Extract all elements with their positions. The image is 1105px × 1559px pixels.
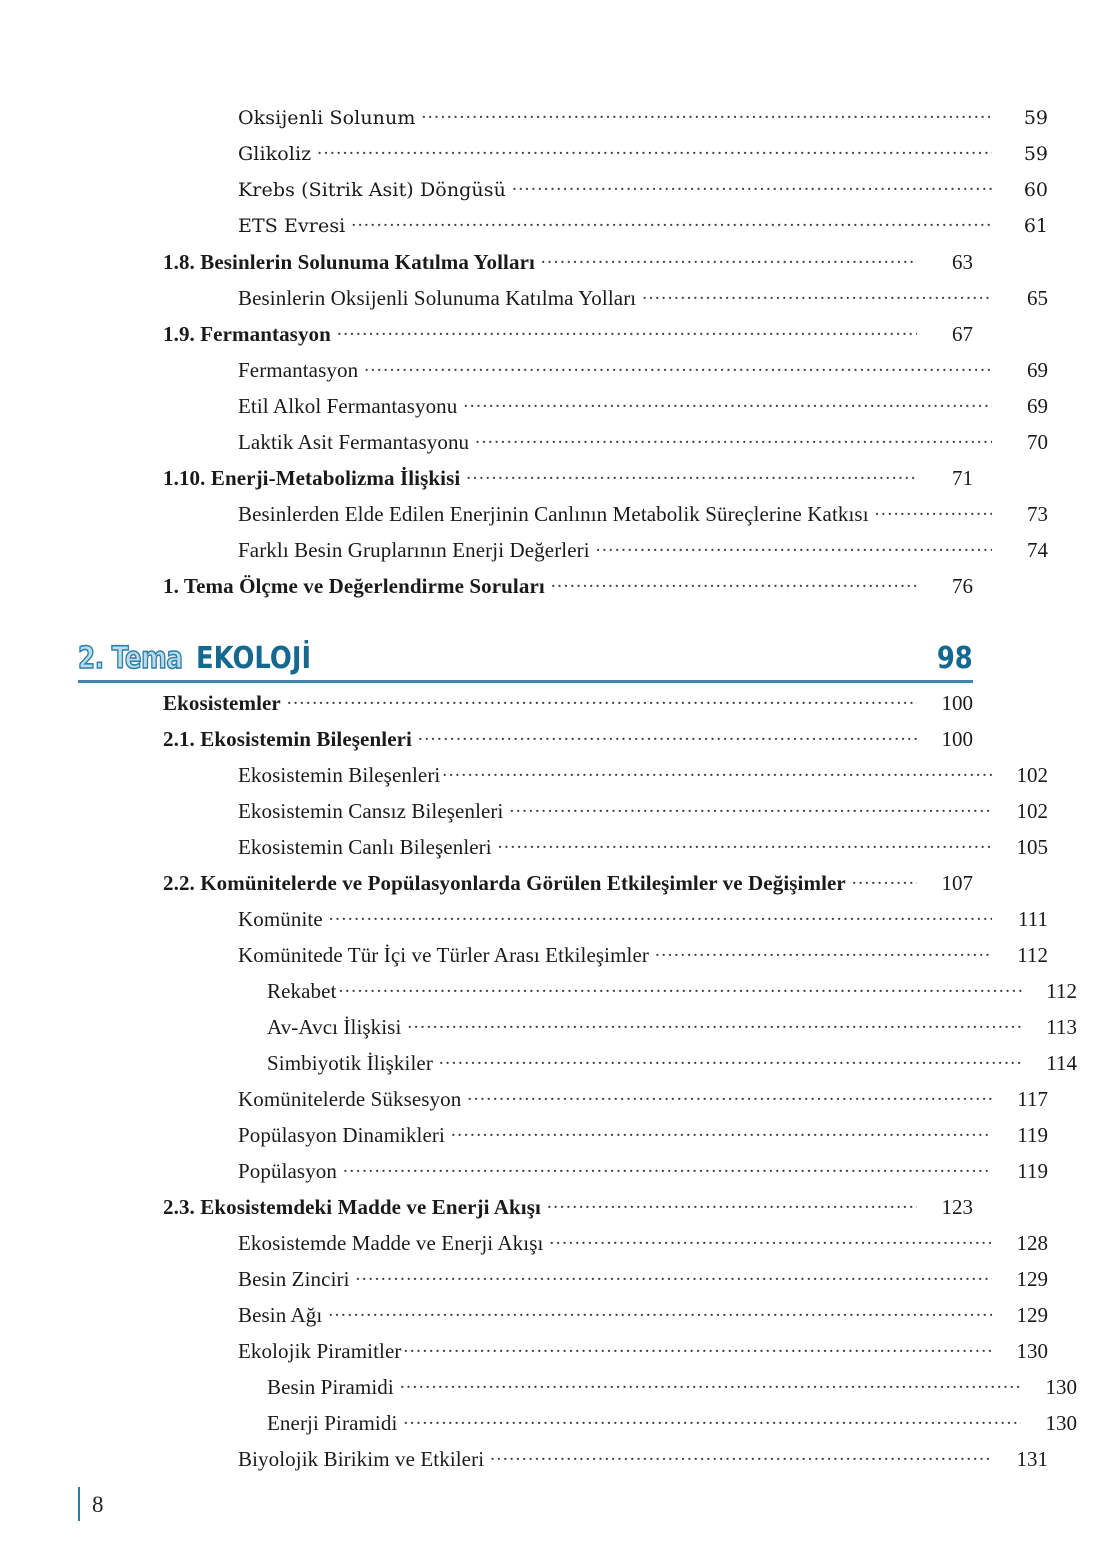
toc-entry[interactable] <box>163 288 1048 324</box>
toc-entry[interactable] <box>163 396 1048 432</box>
toc-leader-dots <box>852 874 917 890</box>
toc-leader-dots <box>329 910 992 926</box>
toc-list-section-1 <box>0 108 1105 612</box>
toc-leader-dots <box>547 1198 917 1214</box>
theme-title <box>78 641 329 676</box>
toc-entry-page-number: 130 <box>1045 1375 1077 1399</box>
toc-entry-page-number: 130 <box>1045 1411 1077 1435</box>
toc-entry[interactable] <box>163 1233 1048 1269</box>
toc-entry-page-number: 130 <box>1016 1339 1048 1363</box>
toc-leader-dots <box>418 730 917 746</box>
toc-entry-label: Oksijenli Solunum <box>238 107 416 129</box>
toc-leader-dots <box>400 1378 1021 1394</box>
toc-entry-label: Biyolojik Birikim ve Etkileri <box>238 1447 485 1471</box>
toc-entry[interactable] <box>163 324 973 360</box>
footer-accent-bar <box>78 1487 80 1521</box>
toc-entry-page-number: 131 <box>1016 1447 1048 1471</box>
toc-entry-label: 2.2. Komünitelerde ve Popülasyonlarda Görülen Etkileşimler ve Değişimler <box>163 871 846 895</box>
toc-entry-page-number: 112 <box>1046 979 1077 1003</box>
toc-entry-page-number: 102 <box>1016 799 1048 823</box>
toc-leader-dots <box>509 802 992 818</box>
toc-entry-label: Popülasyon Dinamikleri <box>238 1123 445 1147</box>
toc-leader-dots <box>351 216 992 232</box>
toc-leader-dots <box>467 1090 992 1106</box>
toc-entry-page-number: 100 <box>941 727 973 751</box>
theme-header-ekoloji <box>78 632 973 692</box>
toc-entry-label: 2.1. Ekosistemin Bileşenleri <box>163 727 412 751</box>
toc-entry[interactable] <box>163 729 973 765</box>
toc-entry[interactable] <box>163 1125 1048 1161</box>
theme-kicker: 2. Tema <box>78 641 183 676</box>
toc-entry-page-number: 111 <box>1018 907 1048 931</box>
toc-entry-label: Glikoliz <box>238 143 312 165</box>
toc-entry[interactable] <box>163 108 1048 144</box>
page-footer <box>78 1487 104 1521</box>
toc-entry-label: Komünitede Tür İçi ve Türler Arası Etkileşimler <box>238 943 649 967</box>
toc-leader-dots <box>339 982 1023 998</box>
toc-leader-dots <box>541 253 917 269</box>
toc-entry[interactable] <box>163 576 973 612</box>
toc-entry-label: Komünitelerde Süksesyon <box>238 1087 462 1111</box>
toc-entry-label: Besin Ağı <box>238 1303 323 1327</box>
toc-leader-dots <box>490 1450 992 1466</box>
toc-entry-page-number: 76 <box>952 574 973 598</box>
toc-entry-page-number: 117 <box>1017 1087 1048 1111</box>
toc-entry-page-number: 112 <box>1017 943 1048 967</box>
toc-entry-page-number: 59 <box>1023 143 1048 165</box>
theme-divider <box>78 680 973 683</box>
toc-leader-dots <box>642 289 992 305</box>
toc-entry-label: Farklı Besin Gruplarının Enerji Değerleri <box>238 538 590 562</box>
toc-entry-label: Besinlerden Elde Edilen Enerjinin Canlının Metabolik Süreçlerine Katkısı <box>238 502 869 526</box>
toc-leader-dots <box>498 838 992 854</box>
toc-entry-label: Besin Zinciri <box>238 1267 350 1291</box>
toc-leader-dots <box>364 361 992 377</box>
toc-entry[interactable] <box>163 1089 1048 1125</box>
toc-entry-label: Av-Avcı İlişkisi <box>267 1015 402 1039</box>
toc-leader-dots <box>421 108 992 124</box>
toc-leader-dots <box>549 1234 992 1250</box>
toc-entry[interactable] <box>163 837 1048 873</box>
toc-entry-page-number: 119 <box>1017 1123 1048 1147</box>
toc-leader-dots <box>596 541 992 557</box>
toc-leader-dots <box>475 433 992 449</box>
toc-entry[interactable] <box>163 540 1048 576</box>
theme-start-page: 98 <box>937 641 973 676</box>
toc-entry[interactable] <box>163 468 973 504</box>
toc-entry-label: Ekosistemler <box>163 691 281 715</box>
toc-entry-label: Ekosistemin Cansız Bileşenleri <box>238 799 504 823</box>
toc-leader-dots <box>328 1306 992 1322</box>
toc-entry-page-number: 74 <box>1027 538 1048 562</box>
toc-entry-label: Besinlerin Oksijenli Solunuma Katılma Yolları <box>238 286 637 310</box>
toc-entry-page-number: 114 <box>1046 1051 1077 1075</box>
toc-entry-label: Fermantasyon <box>238 358 359 382</box>
toc-entry[interactable] <box>163 693 973 729</box>
toc-entry[interactable] <box>163 1377 1077 1413</box>
toc-leader-dots <box>451 1126 992 1142</box>
toc-entry-page-number: 105 <box>1016 835 1048 859</box>
toc-entry-page-number: 113 <box>1046 1015 1077 1039</box>
toc-entry-label: 1.10. Enerji-Metabolizma İlişkisi <box>163 466 461 490</box>
toc-entry-label: Ekosistemin Bileşenleri <box>238 763 441 787</box>
toc-entry-label: Simbiyotik İlişkiler <box>267 1051 433 1075</box>
toc-entry-label: Besin Piramidi <box>267 1375 394 1399</box>
toc-leader-dots <box>403 1342 994 1358</box>
toc-entry[interactable] <box>163 801 1048 837</box>
toc-entry[interactable] <box>163 1305 1048 1341</box>
toc-leader-dots <box>337 325 917 341</box>
toc-leader-dots <box>466 469 917 485</box>
toc-leader-dots <box>512 180 992 196</box>
toc-entry-label: Ekolojik Piramitler <box>238 1339 402 1363</box>
section-1-continued <box>0 108 1105 612</box>
toc-leader-dots <box>655 946 992 962</box>
toc-list-section-2 <box>0 693 1105 1485</box>
toc-entry-page-number: 69 <box>1027 358 1048 382</box>
toc-entry-page-number: 70 <box>1027 430 1048 454</box>
toc-entry-page-number: 128 <box>1016 1231 1048 1255</box>
toc-entry-page-number: 107 <box>941 871 973 895</box>
toc-entry[interactable] <box>163 1341 1048 1377</box>
section-2-ekoloji <box>0 693 1105 1485</box>
toc-entry-page-number: 61 <box>1023 215 1048 237</box>
toc-leader-dots <box>463 397 992 413</box>
toc-entry-label: Enerji Piramidi <box>267 1411 398 1435</box>
toc-entry[interactable] <box>163 873 973 909</box>
toc-entry-page-number: 102 <box>1016 763 1048 787</box>
toc-leader-dots <box>875 505 992 521</box>
toc-entry-label: ETS Evresi <box>238 215 346 237</box>
toc-entry-page-number: 129 <box>1016 1303 1048 1327</box>
toc-leader-dots <box>287 694 917 710</box>
toc-entry-page-number: 69 <box>1027 394 1048 418</box>
toc-entry[interactable] <box>163 1449 1048 1485</box>
toc-entry-label: Popülasyon <box>238 1159 338 1183</box>
toc-entry[interactable] <box>163 1017 1077 1053</box>
toc-leader-dots <box>403 1414 1021 1430</box>
toc-entry-page-number: 65 <box>1027 286 1048 310</box>
toc-entry[interactable] <box>163 180 1048 216</box>
toc-entry-page-number: 60 <box>1023 179 1048 201</box>
toc-entry[interactable] <box>163 1197 973 1233</box>
theme-name: EKOLOJİ <box>195 641 311 676</box>
toc-entry-page-number: 100 <box>941 691 973 715</box>
toc-leader-dots <box>439 1054 1021 1070</box>
toc-entry-page-number: 123 <box>941 1195 973 1219</box>
toc-entry-label: Rekabet <box>267 979 337 1003</box>
toc-entry[interactable] <box>163 1413 1077 1449</box>
toc-entry-label: Krebs (Sitrik Asit) Döngüsü <box>238 179 506 201</box>
toc-leader-dots <box>407 1018 1021 1034</box>
toc-entry[interactable] <box>163 1269 1048 1305</box>
footer-page-number: 8 <box>92 1491 104 1517</box>
toc-entry-label: 1.8. Besinlerin Solunuma Katılma Yolları <box>163 250 535 274</box>
toc-entry[interactable] <box>163 1161 1048 1197</box>
toc-entry-label: Komünite <box>238 907 323 931</box>
toc-entry-label: Laktik Asit Fermantasyonu <box>238 430 470 454</box>
toc-entry-label: Ekosistemin Canlı Bileşenleri <box>238 835 492 859</box>
toc-entry[interactable] <box>163 252 973 288</box>
toc-entry-page-number: 119 <box>1017 1159 1048 1183</box>
toc-entry[interactable] <box>163 432 1048 468</box>
toc-entry[interactable] <box>163 504 1048 540</box>
toc-entry[interactable] <box>163 144 1048 180</box>
toc-entry-label: 1.9. Fermantasyon <box>163 322 331 346</box>
toc-entry-label: Ekosistemde Madde ve Enerji Akışı <box>238 1231 544 1255</box>
toc-entry-page-number: 67 <box>952 322 973 346</box>
toc-entry-label: Etil Alkol Fermantasyonu <box>238 394 458 418</box>
toc-entry[interactable] <box>163 909 1048 945</box>
toc-entry-label: 2.3. Ekosistemdeki Madde ve Enerji Akışı <box>163 1195 541 1219</box>
toc-entry-page-number: 73 <box>1027 502 1048 526</box>
toc-entry-page-number: 71 <box>952 466 973 490</box>
toc-leader-dots <box>356 1270 992 1286</box>
toc-entry-page-number: 129 <box>1016 1267 1048 1291</box>
toc-entry[interactable] <box>163 765 1048 801</box>
toc-entry[interactable] <box>163 981 1077 1017</box>
toc-entry[interactable] <box>163 1053 1077 1089</box>
toc-entry[interactable] <box>163 945 1048 981</box>
toc-entry-page-number: 59 <box>1023 107 1048 129</box>
toc-leader-dots <box>343 1162 992 1178</box>
toc-entry-label: 1. Tema Ölçme ve Değerlendirme Soruları <box>163 574 545 598</box>
toc-entry[interactable] <box>163 360 1048 396</box>
toc-leader-dots <box>317 144 992 160</box>
toc-leader-dots <box>442 766 994 782</box>
toc-entry-page-number: 63 <box>952 250 973 274</box>
toc-leader-dots <box>551 577 917 593</box>
toc-entry[interactable] <box>163 216 1048 252</box>
